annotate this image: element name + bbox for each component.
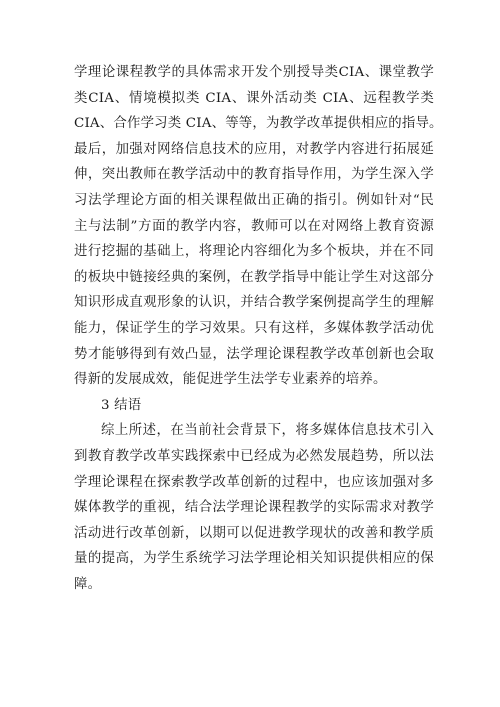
text-line: 能力，保证学生的学习效果。只有这样，多媒体教学活动优 bbox=[74, 320, 434, 336]
section-heading: 3 结语 bbox=[101, 397, 142, 413]
text-line: 进行挖掘的基础上，将理论内容细化为多个板块，并在不同 bbox=[74, 244, 434, 260]
text-line: 主与法制”方面的教学内容，教师可以在对网络上教育资源 bbox=[74, 218, 434, 234]
text-line: 量的提高，为学生系统学习法学理论相关知识提供相应的保 bbox=[74, 551, 434, 567]
text-line: 障。 bbox=[74, 576, 102, 592]
text-line: 伸，突出教师在教学活动中的教育指导作用，为学生深入学 bbox=[74, 167, 434, 183]
text-line: 的板块中链接经典的案例，在教学指导中能让学生对这部分 bbox=[74, 269, 434, 285]
text-line: 习法学理论方面的相关课程做出正确的指引。例如针对“民 bbox=[74, 192, 434, 208]
document-page bbox=[74, 60, 443, 597]
paragraph-1 bbox=[74, 60, 443, 393]
text-line: 活动进行改革创新，以期可以促进教学现状的改善和教学质 bbox=[74, 525, 434, 541]
text-line: CIA、合作学习类 CIA、等等，为教学改革提供相应的指导。 bbox=[74, 116, 443, 132]
text-line: 知识形成直观形象的认识，并结合教学案例提高学生的理解 bbox=[74, 295, 434, 311]
paragraph-2 bbox=[74, 418, 434, 597]
text-line: 媒体教学的重视，结合法学理论课程教学的实际需求对教学 bbox=[74, 500, 434, 516]
text-line: 得新的发展成效，能促进学生法学专业素养的培养。 bbox=[74, 372, 387, 388]
text-line: 综上所述，在当前社会背景下，将多媒体信息技术引入 bbox=[101, 423, 434, 439]
text-line: 学理论课程教学的具体需求开发个别授导类CIA、课堂教学 bbox=[74, 65, 434, 80]
text-line: 学理论课程在探索教学改革创新的过程中，也应该加强对多 bbox=[74, 474, 434, 490]
text-line: 最后，加强对网络信息技术的应用，对教学内容进行拓展延 bbox=[74, 141, 434, 157]
text-line: 类CIA、情境模拟类 CIA、课外活动类 CIA、远程教学类 bbox=[74, 90, 434, 106]
text-line: 势才能够得到有效凸显，法学理论课程教学改革创新也会取 bbox=[74, 346, 434, 362]
text-line: 到教育教学改革实践探索中已经成为必然发展趋势，所以法 bbox=[74, 448, 434, 464]
